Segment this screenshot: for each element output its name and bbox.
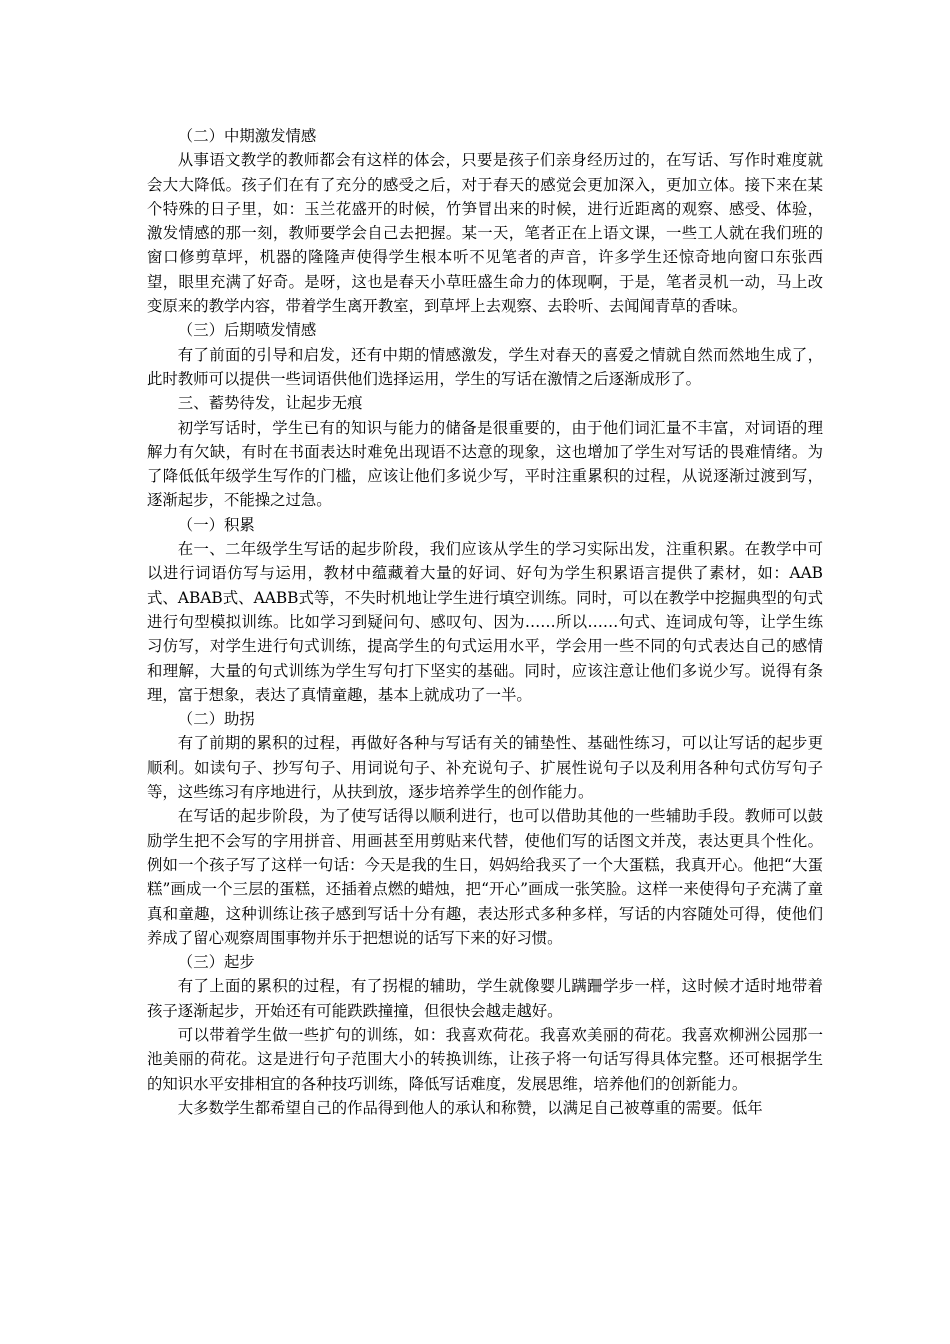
section-heading: （三）后期喷发情感 [177,321,317,340]
body-paragraph: 可以带着学生做一些扩句的训练，如：我喜欢荷花。我喜欢美丽的荷花。我喜欢柳洲公园那一池美丽的荷花。这是进行句子范围大小的转换训练，让孩子将一句话写得具体完整。还可根据学生的知识水平安排相宜的各种技巧训练，降低写话难度，发展思维，培养他们的创新能力。 [147,1025,823,1093]
body-paragraph: 有了前期的累积的过程，再做好各种与写话有关的铺垫性、基础性练习，可以让写话的起步更顺利。如读句子、抄写句子、用词说句子、补充说句子、扩展性说句子以及利用各种句式仿写句子等，这些练习有序地进行，从扶到放，逐步培养学生的创作能力。 [147,734,823,802]
body-paragraph: 有了前面的引导和启发，还有中期的情感激发，学生对春天的喜爱之情就自然而然地生成了，此时教师可以提供一些词语供他们选择运用，学生的写话在激情之后逐渐成形了。 [147,345,823,388]
section-heading: （一）积累 [177,515,255,534]
section-heading: 三、蓄势待发，让起步无痕 [177,394,363,413]
body-paragraph: 初学写话时，学生已有的知识与能力的储备是很重要的，由于他们词汇量不丰富，对词语的理解力有欠缺，有时在书面表达时难免出现语不达意的现象，这也增加了学生对写话的畏难情绪。为了降低低年级学生写作的门槛，应该让他们多说少写，平时注重累积的过程，从说逐渐过渡到写，逐渐起步，不能操之过急。 [147,418,823,510]
body-paragraph: 有了上面的累积的过程，有了拐棍的辅助，学生就像婴儿蹒跚学步一样，这时候才适时地带着孩子逐渐起步，开始还有可能跌跌撞撞，但很快会越走越好。 [147,977,823,1020]
section-heading: （二）助拐 [177,710,255,729]
section-heading: （三）起步 [177,953,255,972]
body-paragraph: 大多数学生都希望自己的作品得到他人的承认和称赞，以满足自己被尊重的需要。低年 [177,1098,763,1117]
body-paragraph: 在一、二年级学生写话的起步阶段，我们应该从学生的学习实际出发，注重积累。在教学中可以进行词语仿写与运用，教材中蕴藏着大量的好词、好句为学生积累语言提供了素材，如：AAB式、ABAB式、AABB式等，不失时机地让学生进行填空训练。同时，可以在教学中挖掘典型的句式进行句型模拟训练。比如学习到疑问句、感叹句、因为……所以……句式、连词成句等，让学生练习仿写，对学生进行句式训练，提高学生的句式运用水平，学会用一些不同的句式表达自己的感情和理解，大量的句式训练为学生写句打下坚实的基础。同时，应该注意让他们多说少写。说得有条理，富于想象，表达了真情童趣，基本上就成功了一半。 [147,540,823,704]
body-paragraph: 在写话的起步阶段，为了使写话得以顺利进行，也可以借助其他的一些辅助手段。教师可以鼓励学生把不会写的字用拼音、用画甚至用剪贴来代替，使他们写的话图文并茂，表达更具个性化。例如一个孩子写了这样一句话：今天是我的生日，妈妈给我买了一个大蛋糕，我真开心。他把“大蛋糕”画成一个三层的蛋糕，还插着点燃的蜡烛，把“开心”画成一张笑脸。这样一来使得句子充满了童真和童趣，这种训练让孩子感到写话十分有趣，表达形式多种多样，写话的内容随处可得，使他们养成了留心观察周围事物并乐于把想说的话写下来的好习惯。 [147,807,823,947]
section-heading: （二）中期激发情感 [177,127,317,145]
document-page [147,124,823,1120]
body-paragraph: 从事语文教学的教师都会有这样的体会，只要是孩子们亲身经历过的，在写话、写作时难度就会大大降低。孩子们在有了充分的感受之后，对于春天的感觉会更加深入，更加立体。接下来在某个特殊的日子里，如：玉兰花盛开的时候，竹笋冒出来的时候，进行近距离的观察、感受、体验，激发情感的那一刻，教师要学会自己去把握。某一天，笔者正在上语文课，一些工人就在我们班的窗口修剪草坪，机器的隆隆声使得学生根本听不见笔者的声音，许多学生还惊奇地向窗口东张西望，眼里充满了好奇。是呀，这也是春天小草旺盛生命力的体现啊，于是，笔者灵机一动，马上改变原来的教学内容，带着学生离开教室，到草坪上去观察、去聆听、去闻闻青草的香味。 [147,151,823,316]
